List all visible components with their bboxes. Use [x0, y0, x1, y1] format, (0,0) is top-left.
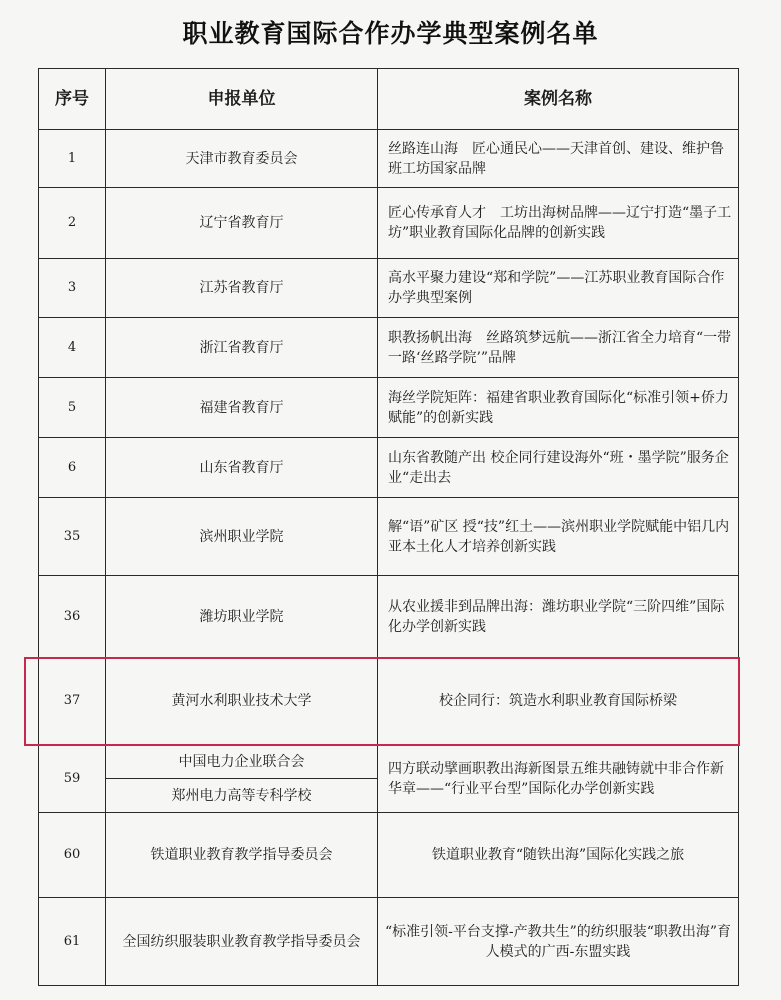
table-row	[39, 745, 739, 779]
row-num: 37	[39, 658, 106, 745]
row-num: 61	[39, 898, 106, 986]
row-unit: 铁道职业教育教学指导委员会	[106, 813, 378, 898]
row-case: “标准引领-平台支撑-产教共生”的纺织服装“职教出海”育人模式的广西-东盟实践	[378, 898, 739, 986]
row-case: 四方联动擘画职教出海新图景五维共融铸就中非合作新华章——“行业平台型”国际化办学创新实践	[378, 745, 739, 813]
table-header-row	[39, 69, 739, 130]
row-num: 36	[39, 576, 106, 658]
row-unit: 黄河水利职业技术大学	[106, 658, 378, 745]
table-row	[39, 498, 739, 576]
table-row	[39, 898, 739, 986]
row-unit: 辽宁省教育厅	[106, 188, 378, 259]
row-case: 从农业援非到品牌出海：潍坊职业学院“三阶四维”国际化办学创新实践	[378, 576, 739, 658]
row-case: 高水平聚力建设“郑和学院”——江苏职业教育国际合作办学典型案例	[378, 259, 739, 318]
table-row	[39, 259, 739, 318]
row-num: 2	[39, 188, 106, 259]
row-num: 3	[39, 259, 106, 318]
row-unit: 滨州职业学院	[106, 498, 378, 576]
row-case: 职教扬帆出海 丝路筑梦远航——浙江省全力培育“一带一路‘丝路学院’”品牌	[378, 318, 739, 378]
row-case: 海丝学院矩阵：福建省职业教育国际化“标准引领+侨力赋能”的创新实践	[378, 378, 739, 438]
header-num: 序号	[39, 69, 106, 130]
row-num: 60	[39, 813, 106, 898]
table-row	[39, 813, 739, 898]
row-unit: 潍坊职业学院	[106, 576, 378, 658]
row-num: 1	[39, 130, 106, 188]
row-num: 35	[39, 498, 106, 576]
row-case: 铁道职业教育“随铁出海”国际化实践之旅	[378, 813, 739, 898]
case-list-table	[38, 68, 739, 986]
header-unit: 申报单位	[106, 69, 378, 130]
row-unit: 天津市教育委员会	[106, 130, 378, 188]
header-case: 案例名称	[378, 69, 739, 130]
row-case: 解“语”矿区 授“技”红土——滨州职业学院赋能中铝几内亚本土化人才培养创新实践	[378, 498, 739, 576]
row-unit: 全国纺织服装职业教育教学指导委员会	[106, 898, 378, 986]
table-row	[39, 576, 739, 658]
row-unit: 山东省教育厅	[106, 438, 378, 498]
table-row	[39, 318, 739, 378]
highlight-box	[24, 657, 740, 746]
table-row	[39, 378, 739, 438]
row-unit: 中国电力企业联合会	[106, 745, 378, 779]
row-case: 丝路连山海 匠心通民心——天津首创、建设、维护鲁班工坊国家品牌	[378, 130, 739, 188]
row-unit: 福建省教育厅	[106, 378, 378, 438]
table-row	[39, 188, 739, 259]
row-num: 4	[39, 318, 106, 378]
row-num: 6	[39, 438, 106, 498]
table-row	[39, 438, 739, 498]
row-num: 5	[39, 378, 106, 438]
row-unit: 浙江省教育厅	[106, 318, 378, 378]
row-unit: 江苏省教育厅	[106, 259, 378, 318]
row-case: 山东省教随产出 校企同行建设海外“班・墨学院”服务企业“走出去	[378, 438, 739, 498]
row-case: 匠心传承育人才 工坊出海树品牌——辽宁打造“墨子工坊”职业教育国际化品牌的创新实践	[378, 188, 739, 259]
row-num: 59	[39, 745, 106, 813]
row-unit-secondary: 郑州电力高等专科学校	[106, 779, 378, 813]
document-title: 职业教育国际合作办学典型案例名单	[182, 19, 599, 48]
row-case: 校企同行：筑造水利职业教育国际桥梁	[378, 658, 739, 745]
table-row	[39, 130, 739, 188]
